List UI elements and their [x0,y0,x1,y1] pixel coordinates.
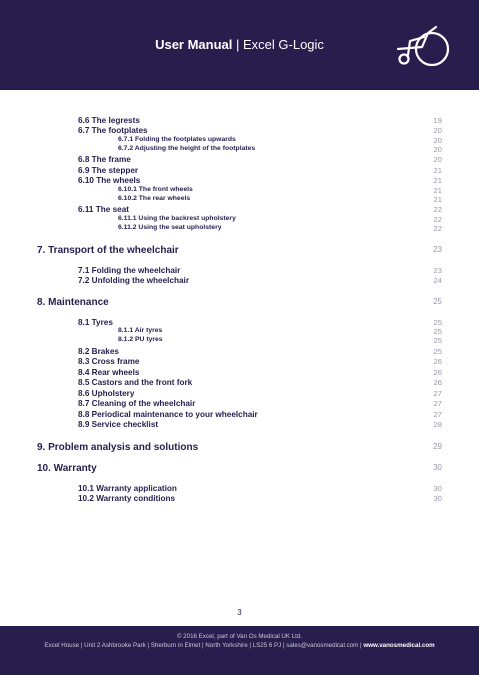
footer-address-line [0,642,479,649]
product-name: Excel G-Logic [243,37,324,52]
footer-website-link[interactable]: www.vanosmedical.com [363,642,435,649]
toc-entry-title: 6.10.2 The rear wheels [118,195,191,202]
toc-entry-page: 20 [433,126,442,135]
toc-entry-page: 26 [433,378,442,387]
toc-entry-title: 8.2 Brakes [78,347,119,356]
toc-entry-page: 19 [433,116,442,125]
toc-entry-page: 20 [433,145,442,154]
footer-copyright: © 2016 Excel, part of Van Os Medical UK Ltd. [176,633,303,640]
toc-entry-page: 30 [433,494,442,503]
toc-entry-page: 22 [433,224,442,233]
manual-title: User Manual [155,37,233,52]
toc-entry-title: 7. Transport of the wheelchair [37,245,179,256]
toc-entry-page: 23 [433,266,442,275]
toc-entry-page: 20 [433,136,442,145]
title-separator: | [232,37,243,52]
toc-entry-title: 8.1.2 PU tyres [118,336,163,343]
toc-entry-title: 8.7 Cleaning of the wheelchair [78,399,196,408]
toc-entry-page: 25 [433,347,442,356]
footer-address: Excel House | Unit 2 Ashbrooke Park | Sherburn in Elmet | North Yorkshire | LS25 6 PJ | sales@vanosmedical.com | [44,642,364,649]
toc-entry-title: 8.9 Service checklist [78,420,159,429]
toc-entry-title: 7.1 Folding the wheelchair [78,266,181,275]
toc-entry-title: 6.10.1 The front wheels [118,186,193,193]
toc-entry-title: 6.11.1 Using the backrest upholstery [118,215,236,222]
toc-entry-page: 25 [433,327,442,336]
toc-entry-title: 6.10 The wheels [78,176,141,185]
toc-entry-title: 7.2 Unfolding the wheelchair [78,276,190,285]
toc-entry-page: 22 [433,205,442,214]
toc-entry-page: 21 [433,195,442,204]
toc-entry-page: 30 [433,484,442,493]
toc-entry-title: 9. Problem analysis and solutions [37,442,199,453]
toc-entry-page: 24 [433,276,442,285]
toc-entry-title: 8.8 Periodical maintenance to your wheelchair [78,410,258,419]
toc-entry-page: 28 [433,420,442,429]
toc-entry-title: 6.7.2 Adjusting the height of the footplates [118,145,256,152]
toc-entry-title: 6.8 The frame [78,155,131,164]
toc-entry-page: 27 [433,389,442,398]
toc-entry-title: 10.1 Warranty application [78,484,177,493]
toc-entry-title: 8.1.1 Air tyres [118,327,163,334]
toc-entry-page: 25 [433,336,442,345]
toc-entry-page: 25 [433,318,442,327]
toc-entry-title: 8. Maintenance [37,297,109,308]
toc-entry-title: 6.7 The footplates [78,126,148,135]
toc-entry-title: 6.7.1 Folding the footplates upwards [118,136,236,143]
toc-entry-page: 26 [433,368,442,377]
toc-entry-page: 27 [433,410,442,419]
toc-entry-page: 21 [433,176,442,185]
toc-entry-page: 20 [433,155,442,164]
page-number: 3 [237,608,242,617]
toc-entry-page: 22 [433,215,442,224]
toc-entry-title: 6.6 The legrests [78,116,140,125]
toc-entry-title: 10.2 Warranty conditions [78,494,176,503]
toc-entry-page: 21 [433,186,442,195]
toc-entry-title: 10. Warranty [37,463,97,474]
toc-entry-title: 8.6 Upholstery [78,389,135,398]
toc-entry-title: 6.11.2 Using the seat upholstery [118,224,222,231]
toc-entry-title: 8.4 Rear wheels [78,368,140,377]
toc-entry-page: 30 [433,463,442,472]
toc-entry-title: 6.9 The stepper [78,166,139,175]
toc-entry-title: 8.1 Tyres [78,318,113,327]
toc-entry-title: 8.3 Cross frame [78,357,140,366]
page-footer [0,626,479,675]
toc-entry-page: 29 [433,442,442,451]
toc-entry-title: 8.5 Castors and the front fork [78,378,193,387]
toc-entry-page: 23 [433,245,442,254]
toc-entry-page: 27 [433,399,442,408]
toc-entry-page: 21 [433,166,442,175]
toc-entry-page: 26 [433,357,442,366]
toc-entry-page: 25 [433,297,442,306]
toc-entry-title: 6.11 The seat [78,205,129,214]
